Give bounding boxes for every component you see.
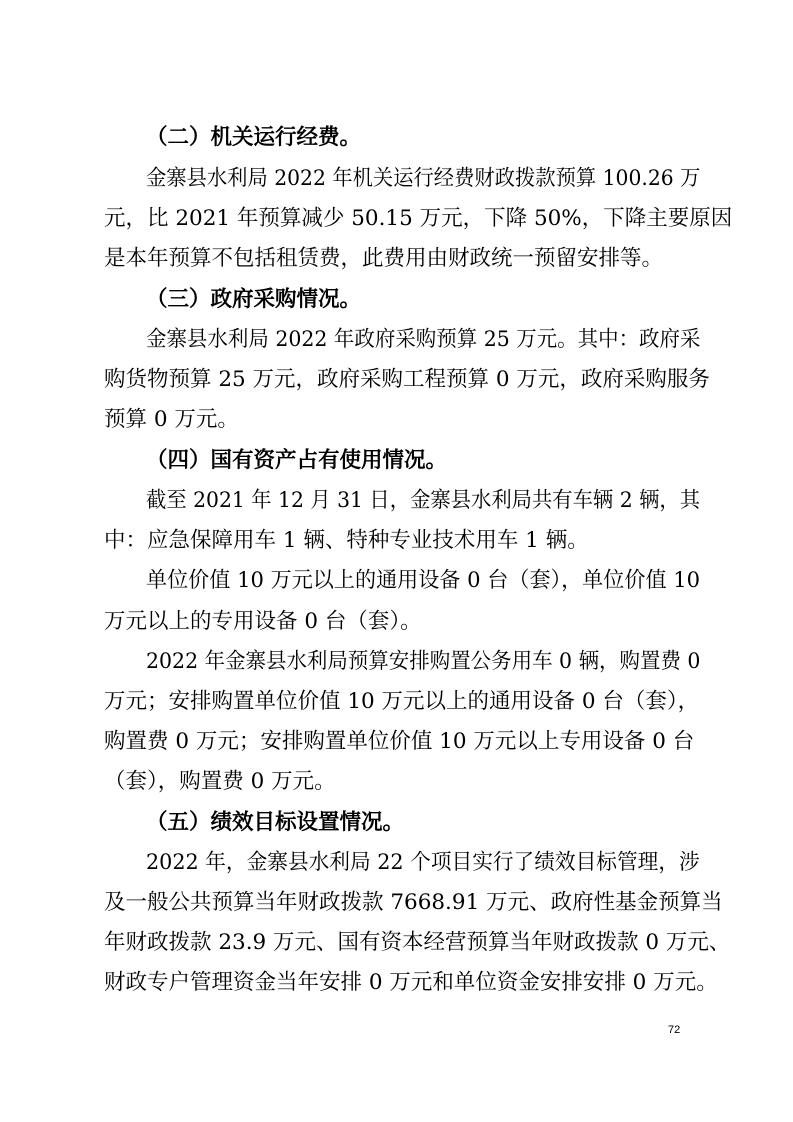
paragraph-line: 年财政拨款 23.9 万元、国有资本经营预算当年财政拨款 0 万元、 — [104, 930, 731, 955]
paragraph-line: 截至 2021 年 12 月 31 日，金寨县水利局共有车辆 2 辆，其 — [146, 488, 701, 513]
paragraph-line: 中：应急保障用车 1 辆、特种专业技术用车 1 辆。 — [104, 528, 589, 553]
paragraph-line: 财政专户管理资金当年安排 0 万元和单位资金安排安排 0 万元。 — [104, 970, 718, 995]
section-heading-2: （二）机关运行经费。 — [146, 125, 362, 150]
paragraph-line: 2022 年金寨县水利局预算安排购置公务用车 0 辆，购置费 0 — [146, 649, 701, 674]
paragraph-line: 购货物预算 25 万元，政府采购工程预算 0 万元，政府采购服务 — [104, 367, 710, 392]
paragraph-line: 预算 0 万元。 — [104, 407, 239, 432]
section-heading-3: （三）政府采购情况。 — [146, 287, 362, 312]
paragraph-line: 及一般公共预算当年财政拨款 7668.91 万元、政府性基金预算当 — [104, 890, 723, 915]
page-number: 72 — [668, 1024, 681, 1036]
section-heading-4: （四）国有资产占有使用情况。 — [146, 448, 448, 473]
section-heading-5: （五）绩效目标设置情况。 — [146, 810, 405, 835]
paragraph-line: 金寨县水利局 2022 年机关运行经费财政拨款预算 100.26 万 — [146, 166, 701, 191]
paragraph-line: 万元；安排购置单位价值 10 万元以上的通用设备 0 台（套）， — [104, 689, 700, 714]
paragraph-line: 是本年预算不包括租赁费，此费用由财政统一预留安排等。 — [104, 246, 664, 271]
paragraph-line: 元，比 2021 年预算减少 50.15 万元，下降 50%，下降主要原因 — [104, 206, 733, 231]
paragraph-line: 金寨县水利局 2022 年政府采购预算 25 万元。其中：政府采 — [146, 327, 701, 352]
paragraph-line: （套），购置费 0 万元。 — [104, 769, 336, 794]
paragraph-line: 万元以上的专用设备 0 台（套）。 — [104, 609, 422, 634]
paragraph-line: 购置费 0 万元；安排购置单位价值 10 万元以上专用设备 0 台 — [104, 729, 695, 754]
paragraph-line: 单位价值 10 万元以上的通用设备 0 台（套），单位价值 10 — [146, 568, 701, 593]
paragraph-line: 2022 年，金寨县水利局 22 个项目实行了绩效目标管理，涉 — [146, 850, 700, 875]
